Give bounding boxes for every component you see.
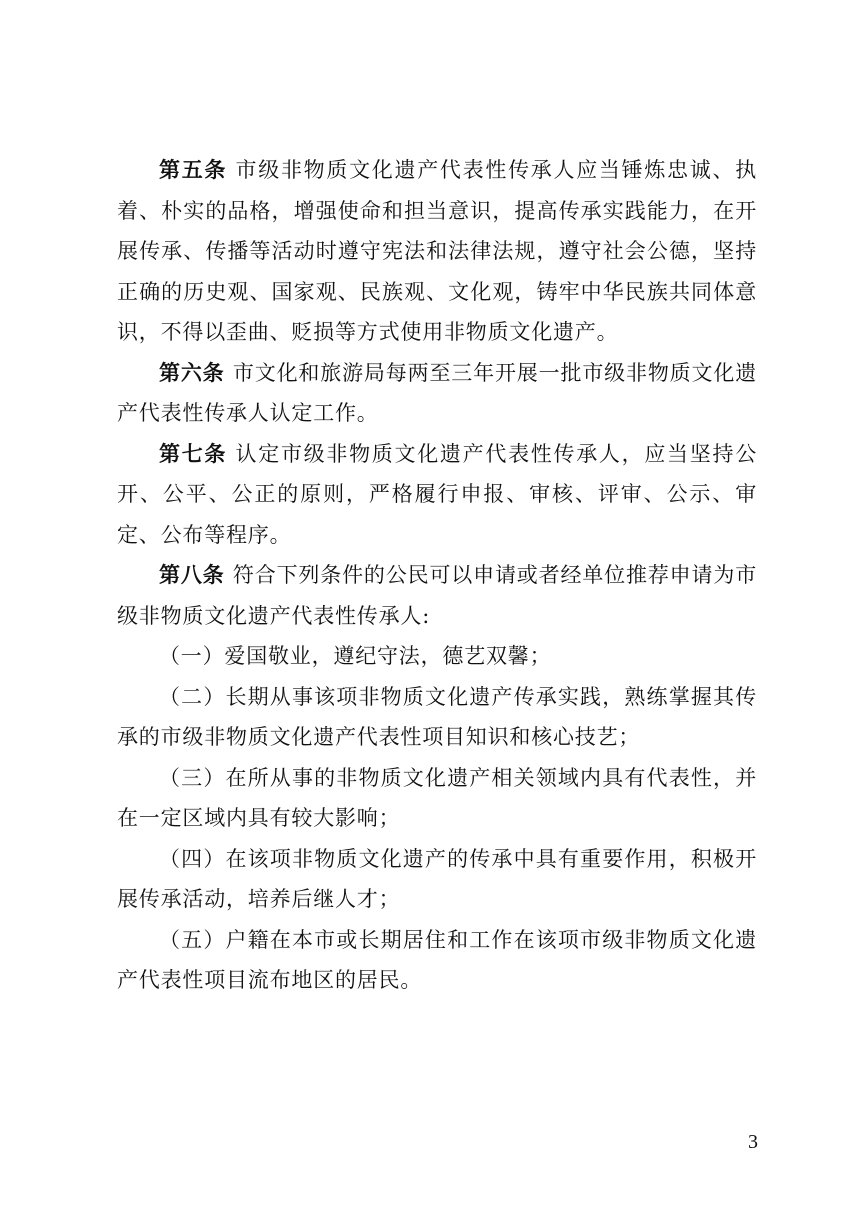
article-5 [117,150,757,353]
article-title: 第五条 [159,158,228,182]
article-title: 第八条 [159,563,225,587]
article-7 [117,434,757,556]
condition-item-5: （五）户籍在本市或长期居住和工作在该项市级非物质文化遗产代表性项目流布地区的居民。 [117,927,757,992]
condition-item-4: （四）在该项非物质文化遗产的传承中具有重要作用，积极开展传承活动，培养后继人才； [117,846,757,911]
article-title: 第六条 [159,360,225,385]
document-body [117,150,757,1001]
article-text: 市文化和旅游局每两至三年开展一批市级非物质文化遗产代表性传承人认定工作。 [117,360,757,425]
article-text: 市级非物质文化遗产代表性传承人应当锤炼忠诚、执着、朴实的品格，增强使命和担当意识，提高传承实践能力，在开展传承、传播等活动时遵守宪法和法律法规，遵守社会公德，坚持正确的历史观、国家观、民族观、文化观，铸牢中华民族共同体意识，不得以歪曲、贬损等方式使用非物质文化遗产。 [117,158,757,344]
article-text: 符合下列条件的公民可以申请或者经单位推荐申请为市级非物质文化遗产代表性传承人: [117,563,757,628]
condition-item-1: （一）爱国敬业，遵纪守法，德艺双馨； [159,644,552,668]
article-8 [117,555,757,636]
condition-item-2: （二）长期从事该项非物质文化遗产传承实践，熟练掌握其传承的市级非物质文化遗产代表性项目知识和核心技艺； [117,684,757,749]
condition-item-3: （三）在所从事的非物质文化遗产相关领域内具有代表性，并在一定区域内具有较大影响； [117,765,757,830]
article-title: 第七条 [159,441,228,466]
article-text: 认定市级非物质文化遗产代表性传承人，应当坚持公开、公平、公正的原则，严格履行申报、审核、评审、公示、审定、公布等程序。 [117,441,757,547]
page-number: 3 [748,1131,758,1153]
article-6 [117,353,757,434]
